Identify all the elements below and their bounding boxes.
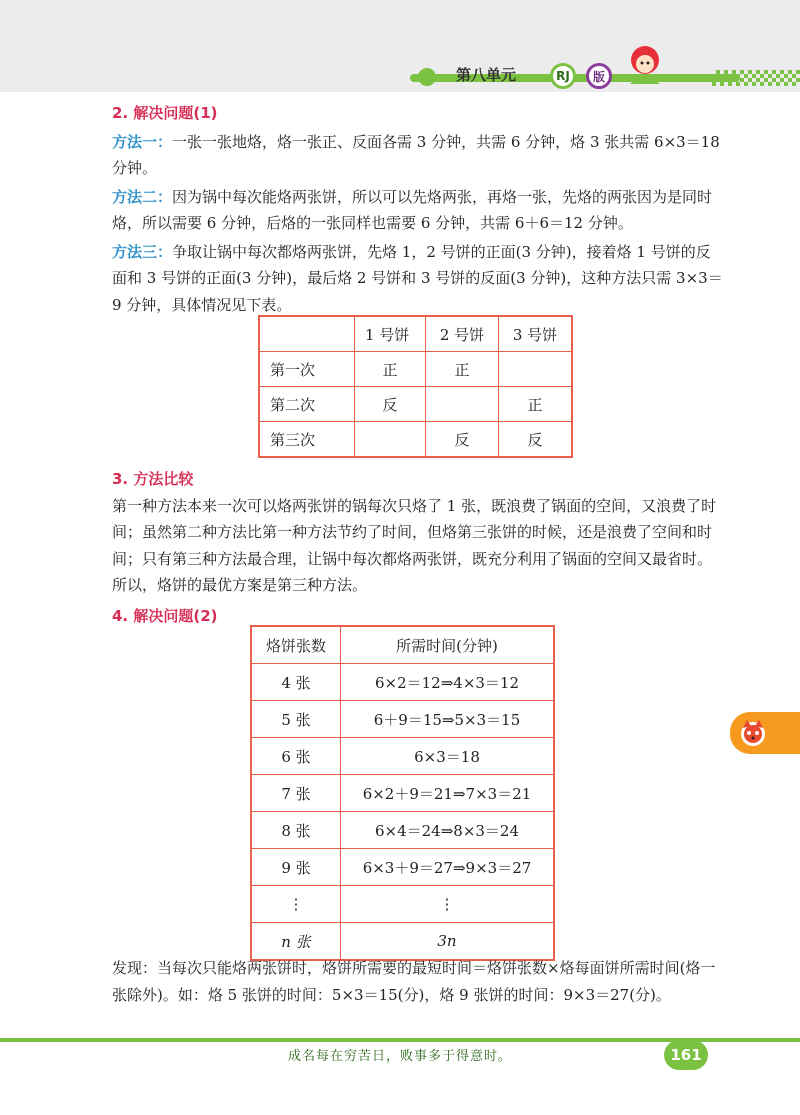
method-1-label: 方法一： [112,132,173,151]
method-1-text: 一张一张地烙，烙一张正、反面各需 3 分钟，共需 6 分钟，烙 3 张共需 6×3＝18 分钟。 [112,132,720,177]
pancake-time-table [250,625,555,961]
method-3-label: 方法三： [112,242,173,261]
fox-mascot-icon [738,718,768,748]
table-cell [426,387,499,422]
method-3 [112,239,724,319]
table-row [259,422,572,458]
mascot-girl-icon [622,40,668,86]
table-cell: n 张 [251,923,341,961]
table-row [251,849,554,886]
table-row [259,387,572,422]
table-header-cell: 1 号饼 [355,316,426,352]
method-2-text: 因为锅中每次能烙两张饼，所以可以先烙两张，再烙一张，先烙的两张因为是同时烙，所以需要 6 分钟，后烙的一张同样也需要 6 分钟，共需 6＋6＝12 分钟。 [112,187,713,232]
table-cell: 9 张 [251,849,341,886]
table-cell: 反 [426,422,499,458]
page-number: 161 [664,1040,708,1070]
table-cell: 反 [499,422,573,458]
method-3-text: 争取让锅中每次都烙两张饼，先烙 1，2 号饼的正面(3 分钟)，接着烙 1 号饼的反面和 3 号饼的正面(3 分钟)，最后烙 2 号饼和 3 号饼的反面(3 分钟)，这种方法只需 3×3＝9 分钟，具体情况见下表。 [112,242,723,314]
table-header-cell: 烙饼张数 [251,626,341,664]
method-1 [112,129,724,182]
section-4-title: 4. 解决问题(2) [112,606,218,625]
table-cell: ⋮ [251,886,341,923]
ban-badge: 版 [586,63,612,89]
table-header-row [259,316,572,352]
table-cell: 6×4＝24⇒8×3＝24 [341,812,555,849]
unit-title: 第八单元 [456,66,517,84]
table-cell: 3n [341,923,555,961]
table-cell: 第一次 [259,352,355,387]
table-cell: 6×2＋9＝21⇒7×3＝21 [341,775,555,812]
header-checker-pattern [712,70,800,86]
table-cell: 6×2＝12⇒4×3＝12 [341,664,555,701]
table-row [251,775,554,812]
section-2-title: 2. 解决问题(1) [112,104,218,122]
method-2-label: 方法二： [112,187,173,206]
table-cell: 6×3＋9＝27⇒9×3＝27 [341,849,555,886]
table-cell: 第三次 [259,422,355,458]
table-header-cell [259,316,355,352]
rj-badge: RJ [550,63,576,89]
table-cell: 6×3＝18 [341,738,555,775]
section-3-title: 3. 方法比较 [112,470,194,488]
pancake-schedule-table [258,315,573,458]
table-cell: 5 张 [251,701,341,738]
table-cell: 正 [355,352,426,387]
table-cell: 7 张 [251,775,341,812]
table-row [259,352,572,387]
table-cell: 正 [426,352,499,387]
table-cell: ⋮ [341,886,555,923]
main-content [112,100,724,318]
table-cell: 反 [355,387,426,422]
table-row [251,664,554,701]
table-cell: 4 张 [251,664,341,701]
finding-text: 发现：当每次只能烙两张饼时，烙饼所需要的最短时间＝烙饼张数×烙每面饼所需时间(烙一张除外)。如：烙 5 张饼的时间：5×3＝15(分)，烙 9 张饼的时间：9×3＝27(分)。 [112,959,716,1004]
section-3 [112,466,724,629]
footer-motto: 成名每在穷苦日，败事多于得意时。 [287,1049,512,1064]
table-cell: 6 张 [251,738,341,775]
page-header [0,0,800,92]
method-2 [112,184,724,237]
header-decor-dot [418,68,436,86]
table-cell: 正 [499,387,573,422]
table-row [251,738,554,775]
table-header-row [251,626,554,664]
table-row [251,701,554,738]
table-header-cell: 所需时间(分钟) [341,626,555,664]
table-cell [499,352,573,387]
table-cell: 8 张 [251,812,341,849]
table-header-cell: 3 号饼 [499,316,573,352]
section-3-text: 第一种方法本来一次可以烙两张饼的锅每次只烙了 1 张，既浪费了锅面的空间，又浪费了时间；虽然第二种方法比第一种方法节约了时间，但烙第三张饼的时候，还是浪费了空间和时间；只有第三种方法最合理，让锅中每次都烙两张饼，既充分利用了锅面的空间又最省时。所以，烙饼的最优方案是第三种方法。 [112,496,717,594]
table-cell: 第二次 [259,387,355,422]
table-row [251,886,554,923]
finding [112,955,724,1008]
table-row [251,812,554,849]
table-cell: 6＋9＝15⇒5×3＝15 [341,701,555,738]
table-header-cell: 2 号饼 [426,316,499,352]
table-cell [355,422,426,458]
